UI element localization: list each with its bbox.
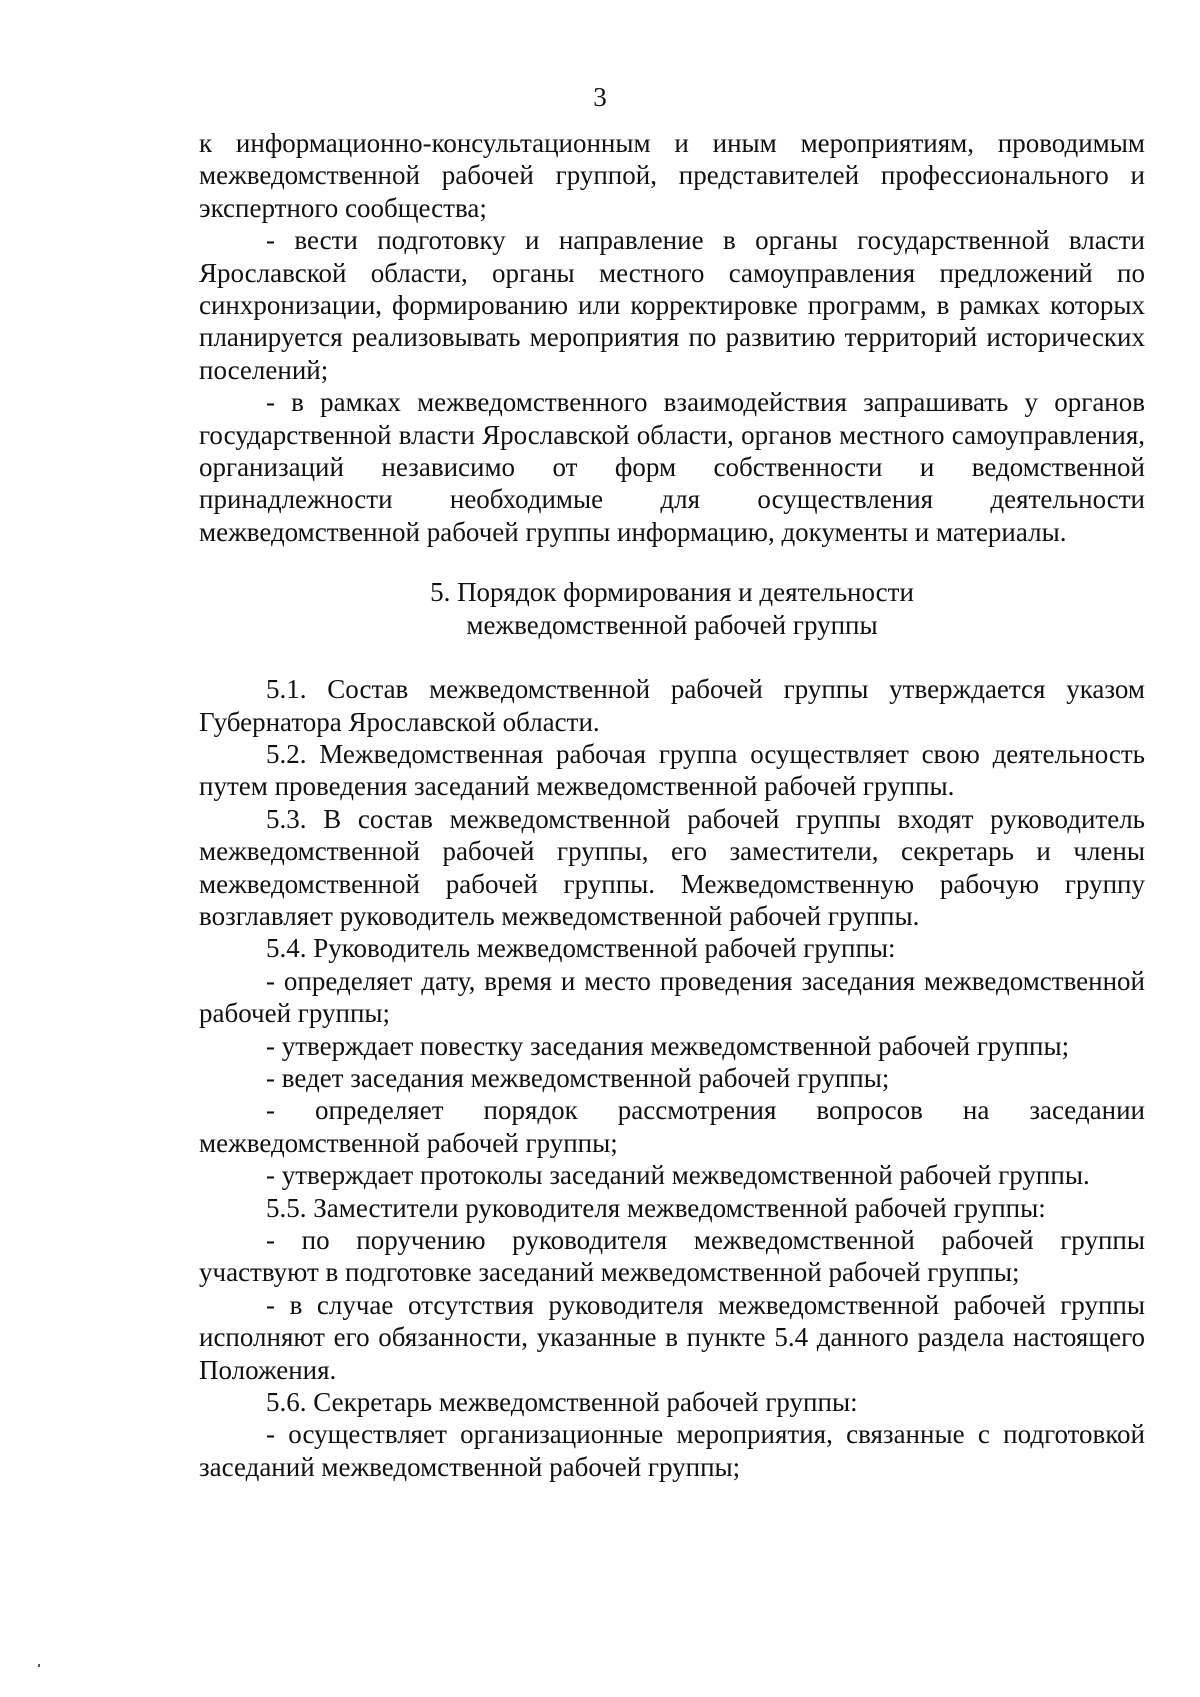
- section-heading-line: межведомственной рабочей группы: [466, 609, 878, 640]
- list-item: - определяет дату, время и место проведения заседания межведомственной рабочей группы;: [199, 965, 1145, 1029]
- paragraph: - вести подготовку и направление в органы государственной власти Ярославской области, органы местного самоуправления предложений по синхронизации, формированию или корректировке программ, в рамках которых планируется реализовывать мероприятия по развитию территорий исторических поселений;: [199, 225, 1145, 385]
- paragraphs-after-section: [199, 673, 1145, 1483]
- paragraph: 5.5. Заместители руководителя межведомственной рабочей группы:: [266, 1192, 1046, 1223]
- scan-speck: [38, 1664, 40, 1667]
- paragraph: 5.1. Состав межведомственной рабочей группы утверждается указом Губернатора Ярославской области.: [199, 674, 1145, 737]
- list-item: - утверждает повестку заседания межведомственной рабочей группы;: [266, 1030, 1070, 1061]
- paragraph: - в рамках межведомственного взаимодействия запрашивать у органов государственной власти Ярославской области, органов местного самоуправления, организаций независимо от форм собственности и ведомственной принадлежности необходимые для осуществления деятельности межведомственной рабочей группы информацию, документы и материалы.: [199, 387, 1145, 547]
- list-item: - определяет порядок рассмотрения вопросов на заседании межведомственной рабочей группы;: [199, 1095, 1145, 1158]
- page-number: 3: [593, 82, 607, 112]
- section-heading: [199, 576, 1145, 641]
- list-item: - осуществляет организационные мероприятия, связанные с подготовкой заседаний межведомственной рабочей группы;: [199, 1419, 1145, 1482]
- list-item: - утверждает протоколы заседаний межведомственной рабочей группы.: [266, 1160, 1090, 1191]
- paragraph: 5.2. Межведомственная рабочая группа осуществляет свою деятельность путем проведения заседаний межведомственной рабочей группы.: [199, 738, 1145, 802]
- paragraph: 5.4. Руководитель межведомственной рабочей группы:: [266, 933, 896, 964]
- list-item: - в случае отсутствия руководителя межведомственной рабочей группы исполняют его обязанности, указанные в пункте 5.4 данного раздела настоящего Положения.: [199, 1289, 1145, 1385]
- list-item: - по поручению руководителя межведомственной рабочей группы участвуют в подготовке заседаний межведомственной рабочей группы;: [199, 1225, 1145, 1288]
- document-body: [199, 127, 1145, 1483]
- paragraph: к информационно-консультационным и иным мероприятиям, проводимым межведомственной рабочей группой, представителей профессионального и экспертного сообщества;: [199, 128, 1145, 223]
- paragraphs-before-section: [199, 127, 1145, 548]
- paragraph: 5.3. В состав межведомственной рабочей группы входят руководитель межведомственной рабочей группы, его заместители, секретарь и члены межведомственной рабочей группы. Межведомственную рабочую группу возглавляет руководитель межведомственной рабочей группы.: [199, 803, 1145, 931]
- paragraph: 5.6. Секретарь межведомственной рабочей группы:: [266, 1387, 858, 1418]
- section-heading-line: 5. Порядок формирования и деятельности: [430, 577, 914, 608]
- list-item: - ведет заседания межведомственной рабочей группы;: [266, 1062, 890, 1093]
